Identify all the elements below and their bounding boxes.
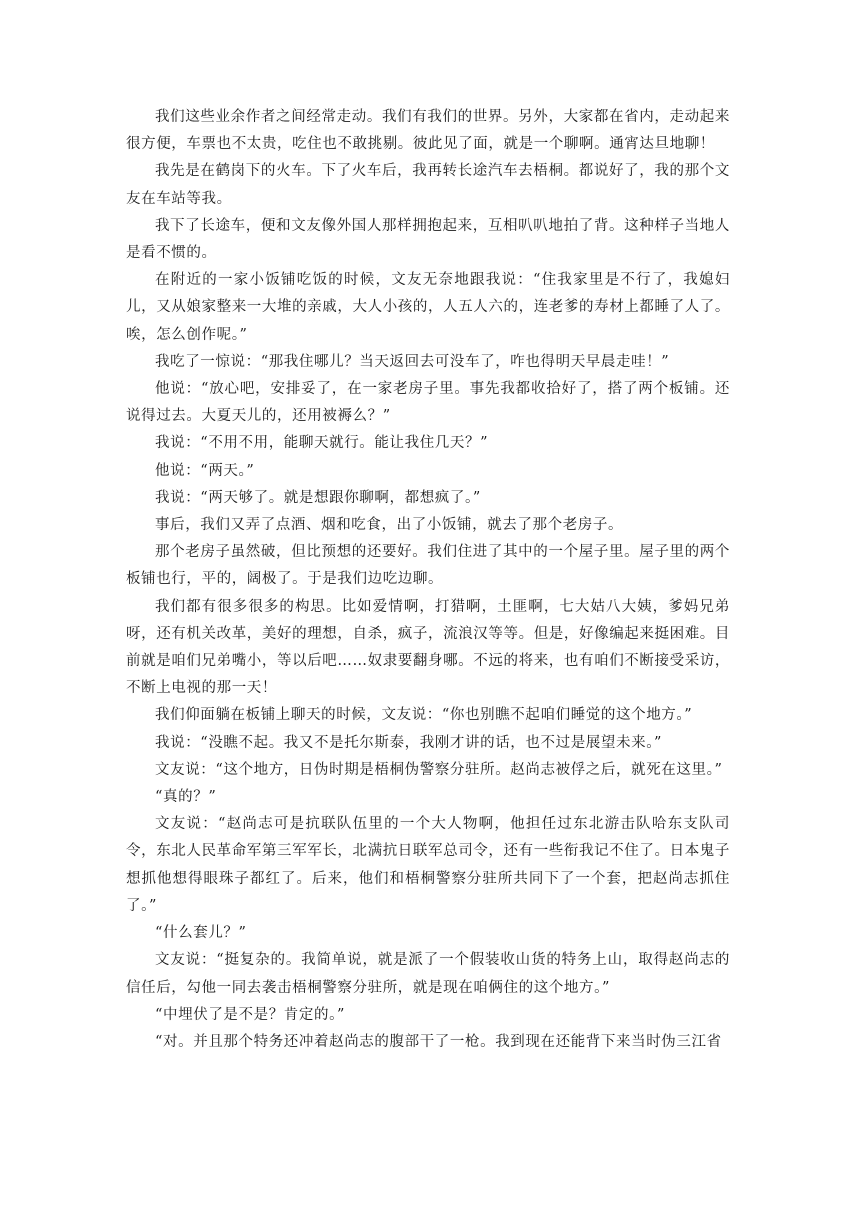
paragraph: “真的？” <box>155 789 217 806</box>
article-body <box>126 104 730 1056</box>
paragraph: 我们仰面躺在板铺上聊天的时候，文友说：“你也别瞧不起咱们睡觉的这个地方。” <box>155 707 693 724</box>
paragraph: 他说：“两天。” <box>155 462 255 479</box>
paragraph: 文友说：“这个地方，日伪时期是梧桐伪警察分驻所。赵尚志被俘之后，就死在这里。” <box>155 761 723 778</box>
paragraph: “对。并且那个特务还冲着赵尚志的腹部干了一枪。我到现在还能背下来当时伪三江省 <box>155 1033 722 1050</box>
paragraph: “中埋伏了是不是？肯定的。” <box>155 1006 345 1023</box>
paragraph: 我先是在鹤岗下的火车。下了火车后，我再转长途汽车去梧桐。都说好了，我的那个文友在车站等我。 <box>126 163 730 207</box>
paragraph: 我下了长途车，便和文友像外国人那样拥抱起来，互相叭叭地拍了背。这种样子当地人是看不惯的。 <box>126 217 730 262</box>
paragraph: 我说：“没瞧不起。我又不是托尔斯泰，我刚才讲的话，也不过是展望未来。” <box>155 734 663 751</box>
paragraph: 他说：“放心吧，安排妥了，在一家老房子里。事先我都收拾好了，搭了两个板铺。还说得过去。大夏天儿的，还用被褥么？” <box>126 381 730 425</box>
paragraph: 文友说：“赵尚志可是抗联队伍里的一个大人物啊，他担任过东北游击队哈东支队司令，东北人民革命军第三军军长，北满抗日联军总司令，还有一些衔我记不住了。日本鬼子想抓他想得眼珠子都红了。后来，他们和梧桐警察分驻所共同下了一个套，把赵尚志抓住了。” <box>126 816 730 914</box>
paragraph: 那个老房子虽然破，但比预想的还要好。我们住进了其中的一个屋子里。屋子里的两个板铺也行，平的，阔极了。于是我们边吃边聊。 <box>126 544 730 588</box>
paragraph: 事后，我们又弄了点酒、烟和吃食，出了小饭铺，就去了那个老房子。 <box>155 517 624 534</box>
paragraph: 文友说：“挺复杂的。我简单说，就是派了一个假装收山货的特务上山，取得赵尚志的信任后，勾他一同去袭击梧桐警察分驻所，就是现在咱俩住的这个地方。” <box>126 952 730 996</box>
paragraph: “什么套儿？” <box>155 925 247 942</box>
paragraph: 我们这些业余作者之间经常走动。我们有我们的世界。另外，大家都在省内，走动起来很方便，车票也不太贵，吃住也不敢挑剔。彼此见了面，就是一个聊啊。通宵达旦地聊！ <box>126 109 730 153</box>
paragraph: 在附近的一家小饭铺吃饭的时候，文友无奈地跟我说：“住我家里是不行了，我媳妇儿，又从娘家整来一大堆的亲戚，大人小孩的，人五人六的，连老爹的寿材上都睡了人了。唉，怎么创作呢。” <box>126 272 730 343</box>
paragraph: 我们都有很多很多的构思。比如爱情啊，打猎啊，土匪啊，七大姑八大姨，爹妈兄弟呀，还有机关改革，美好的理想，自杀，疯子，流浪汉等等。但是，好像编起来挺困难。目前就是咱们兄弟嘴小，等以后吧……奴隶要翻身哪。不远的将来，也有咱们不断接受采访，不断上电视的那一天！ <box>126 598 730 697</box>
paragraph: 我说：“两天够了。就是想跟你聊啊，都想疯了。” <box>155 489 481 506</box>
paragraph: 我吃了一惊说：“那我住哪儿？当天返回去可没车了，咋也得明天早晨走哇！” <box>155 353 670 370</box>
paragraph: 我说：“不用不用，能聊天就行。能让我住几天？” <box>155 435 489 452</box>
